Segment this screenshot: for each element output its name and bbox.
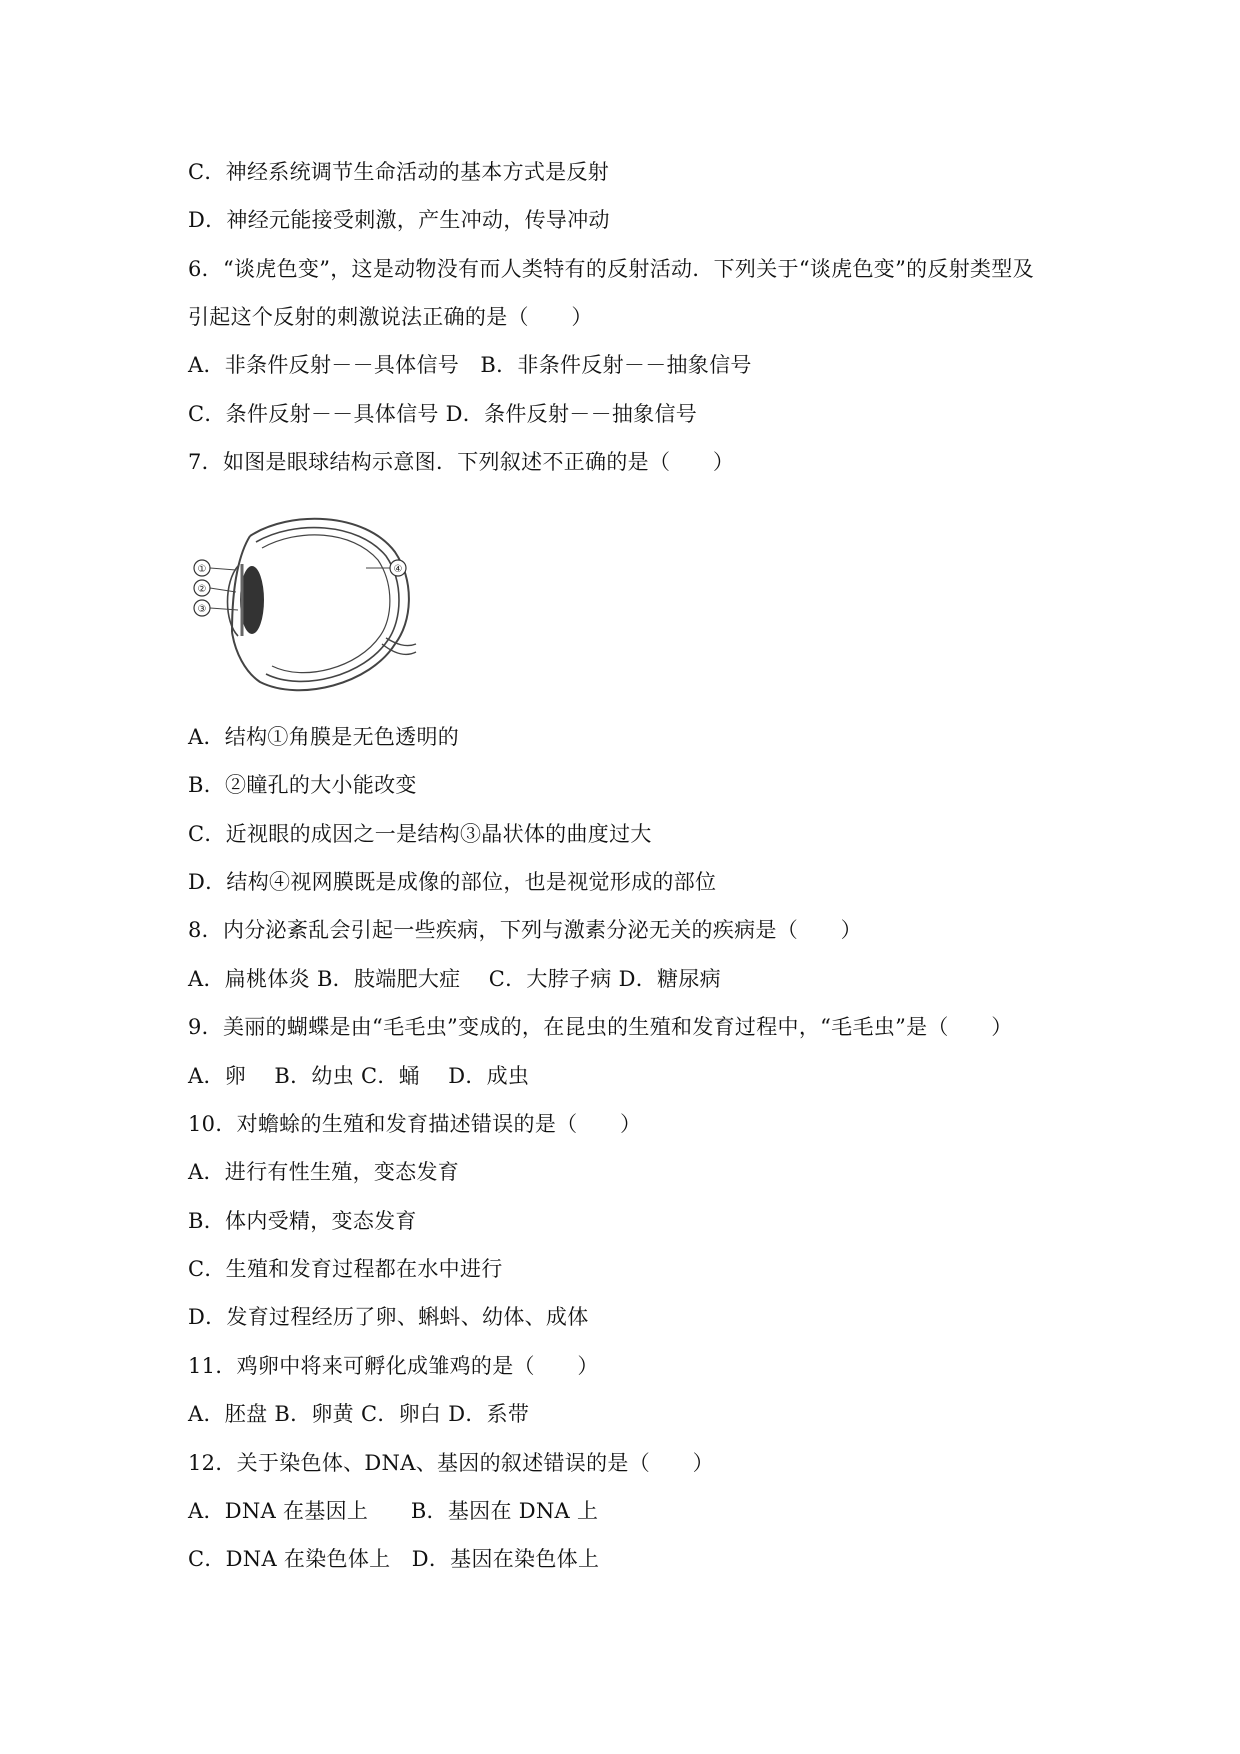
question-10-stem: 10．对蟾蜍的生殖和发育描述错误的是（ ） — [188, 1112, 642, 1136]
question-7-option-c: C．近视眼的成因之一是结构③晶状体的曲度过大 — [188, 822, 652, 846]
question-7-stem: 7．如图是眼球结构示意图．下列叙述不正确的是（ ） — [188, 450, 735, 474]
question-7-option-b: B．②瞳孔的大小能改变 — [188, 773, 417, 797]
question-10-option-b: B．体内受精，变态发育 — [188, 1209, 417, 1233]
line-5c: C．神经系统调节生命活动的基本方式是反射 — [188, 160, 610, 184]
label-4: ④ — [393, 564, 403, 575]
question-8-stem: 8．内分泌紊乱会引起一些疾病，下列与激素分泌无关的疾病是（ ） — [188, 918, 862, 942]
eyeball-diagram — [190, 512, 450, 708]
question-10-option-c: C．生殖和发育过程都在水中进行 — [188, 1257, 503, 1281]
question-6-stem-1: 6．“谈虎色变”，这是动物没有而人类特有的反射活动．下列关于“谈虎色变”的反射类型及 — [188, 257, 1034, 281]
question-10-option-a: A．进行有性生殖，变态发育 — [188, 1160, 460, 1184]
question-6-options-ab: A．非条件反射－－具体信号 B．非条件反射－－抽象信号 — [188, 353, 752, 377]
question-7-option-a: A．结构①角膜是无色透明的 — [188, 725, 460, 749]
question-6-options-cd: C．条件反射－－具体信号 D．条件反射－－抽象信号 — [188, 402, 698, 426]
question-9-stem: 9．美丽的蝴蝶是由“毛毛虫”变成的，在昆虫的生殖和发育过程中，“毛毛虫”是（ ） — [188, 1015, 1013, 1039]
label-3: ③ — [197, 604, 207, 615]
question-12-options-cd: C．DNA 在染色体上 D．基因在染色体上 — [188, 1547, 600, 1571]
question-11-options: A．胚盘 B．卵黄 C．卵白 D．系带 — [188, 1402, 530, 1426]
line-5d: D．神经元能接受刺激，产生冲动，传导冲动 — [188, 208, 610, 232]
question-12-stem: 12．关于染色体、DNA、基因的叙述错误的是（ ） — [188, 1451, 714, 1475]
label-1: ① — [197, 564, 207, 575]
question-9-options: A．卵 B．幼虫 C．蛹 D．成虫 — [188, 1064, 530, 1088]
question-11-stem: 11．鸡卵中将来可孵化成雏鸡的是（ ） — [188, 1354, 599, 1378]
question-10-option-d: D．发育过程经历了卵、蝌蚪、幼体、成体 — [188, 1305, 589, 1329]
question-6-stem-2: 引起这个反射的刺激说法正确的是（ ） — [188, 305, 593, 329]
question-12-options-ab: A．DNA 在基因上 B．基因在 DNA 上 — [188, 1499, 599, 1523]
label-2: ② — [197, 584, 207, 595]
question-7-option-d: D．结构④视网膜既是成像的部位，也是视觉形成的部位 — [188, 870, 717, 894]
question-8-options: A．扁桃体炎 B．肢端肥大症 C．大脖子病 D．糖尿病 — [188, 967, 721, 991]
